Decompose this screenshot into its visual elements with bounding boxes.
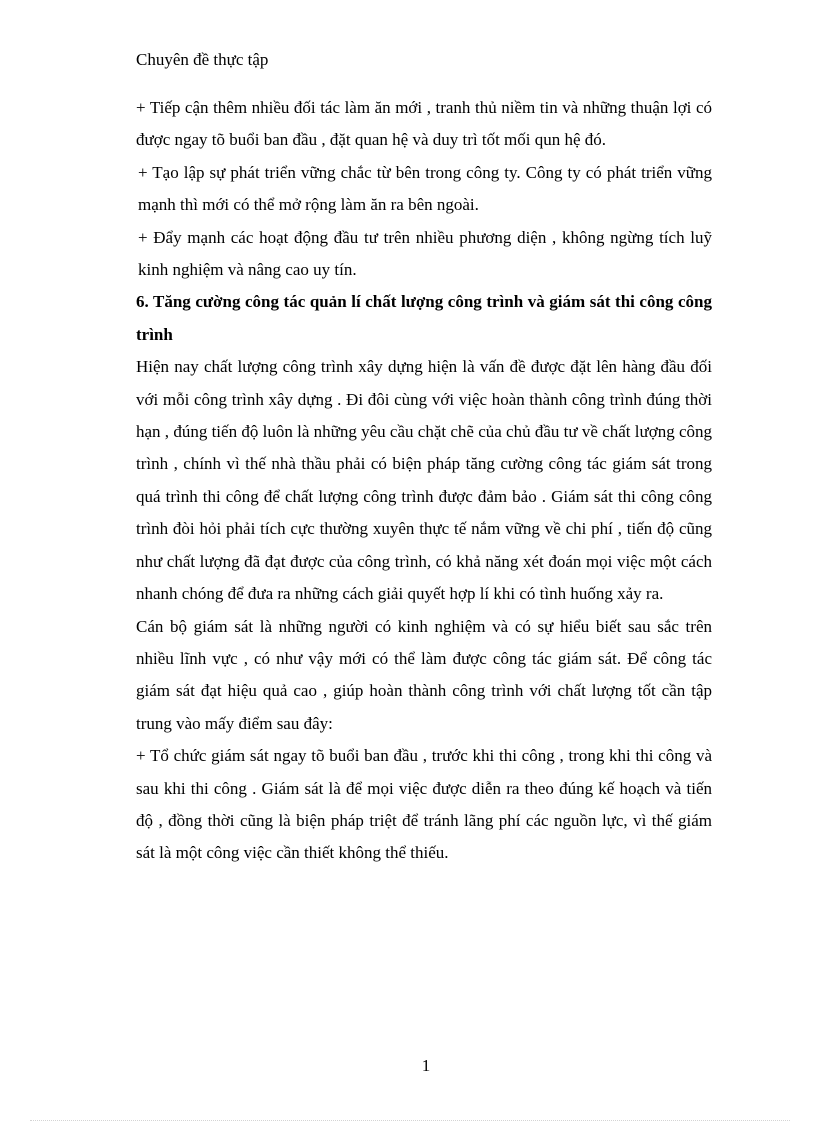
body-paragraph: Cán bộ giám sát là những người có kinh nghiệm và có sự hiểu biết sau sắc trên nhiều lĩnh vực , có như vậy mới có thể làm được công tác giám sát. Để công tác giám sát đạt hiệu quả cao , giúp hoàn thành công trình với chất lượng tốt cần tập trung vào mấy điểm sau đây: <box>136 616 712 733</box>
page-header: Chuyên đề thực tập <box>136 50 269 69</box>
document-body <box>136 92 712 870</box>
bullet-paragraph: + Tổ chức giám sát ngay tõ buổi ban đầu , trước khi thi công , trong khi thi công và sau khi thi công . Giám sát là để mọi việc được diễn ra theo đúng kế hoạch và tiến độ , đồng thời cũng là biện pháp triệt để tránh lãng phí các nguồn lực, vì thế giám sát là một công việc cần thiết không thể thiếu. <box>136 746 712 863</box>
bullet-paragraph: + Tiếp cận thêm nhiều đối tác làm ăn mới , tranh thủ niềm tin và những thuận lợi có được ngay tõ buổi ban đầu , đặt quan hệ và duy trì tốt mối qun hệ đó. <box>136 98 712 150</box>
section-heading: 6. Tăng cường công tác quản lí chất lượng công trình và giám sát thi công công trình <box>136 292 712 344</box>
page-number: 1 <box>421 1056 431 1075</box>
bullet-paragraph: + Đẩy mạnh các hoạt động đầu tư trên nhiều phương diện , không ngừng tích luỹ kinh nghiệm và nâng cao uy tín. <box>138 227 712 280</box>
body-paragraph: Hiện nay chất lượng công trình xây dựng hiện là vấn đề được đặt lên hàng đầu đối với mỗi công trình xây dựng . Đi đôi cùng với việc hoàn thành công trình đúng thời hạn , đúng tiến độ luôn là những yêu cầu chặt chẽ của chủ đầu tư về chất lượng công trình , chính vì thế nhà thầu phải có biện pháp tăng cường công tác giám sát trong quá trình thi công để chất lượng công trình được đảm bảo . Giám sát thi công công trình đòi hỏi phải tích cực thường xuyên thực tế nắm vững về chi phí , tiến độ cũng như chất lượng đã đạt được của công trình, có khả năng xét đoán mọi việc một cách nhanh chóng để đưa ra những cách giải quyết hợp lí khi có tình huống xảy ra. <box>136 357 712 604</box>
bullet-paragraph: + Tạo lập sự phát triển vững chắc từ bên trong công ty. Công ty có phát triển vững mạnh thì mới có thể mở rộng làm ăn ra bên ngoài. <box>138 162 712 215</box>
page-divider <box>30 1120 790 1121</box>
